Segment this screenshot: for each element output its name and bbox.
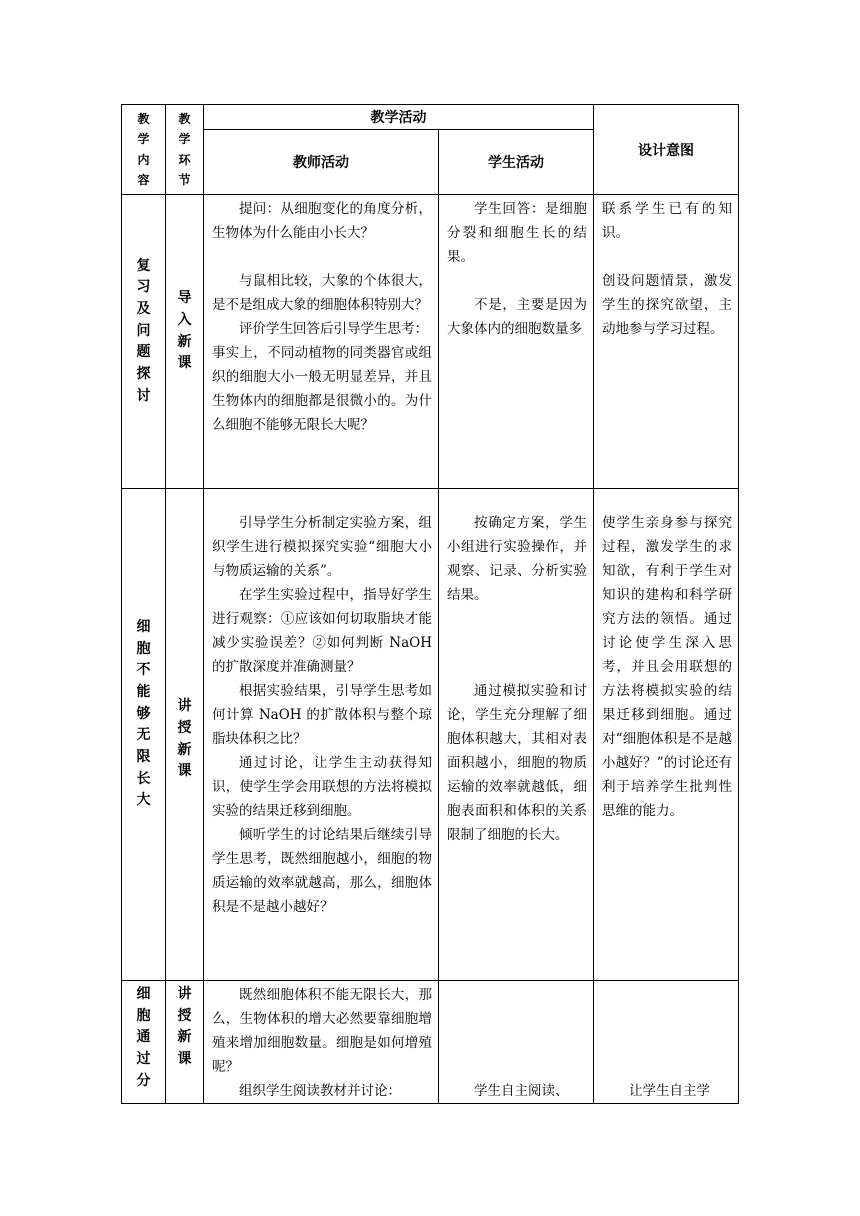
row1-intent-p2: 创设问题情景，激发学生的探究欲望，主动地参与学习过程。 bbox=[602, 273, 732, 337]
row2-intent-cell bbox=[594, 489, 739, 981]
row1-stage: 导入新课 bbox=[177, 290, 192, 372]
row3-stage: 讲授新课 bbox=[177, 986, 192, 1068]
header-teacher: 教师活动 bbox=[204, 130, 439, 195]
row1-student-p2: 不是，主要是因为大象体内的细胞数量多 bbox=[447, 297, 587, 337]
header-student: 学生活动 bbox=[439, 130, 594, 195]
row1-teacher-p1: 提问：从细胞变化的角度分析，生物体为什么能由小长大？ bbox=[212, 201, 432, 241]
table-row bbox=[122, 489, 739, 981]
table-row bbox=[122, 195, 739, 489]
row1-teacher-p2: 与鼠相比较，大象的个体很大，是不是组成大象的细胞体积特别大？ bbox=[212, 273, 432, 313]
row3-teacher-cell bbox=[204, 981, 439, 1104]
row3-content: 细胞通过分 bbox=[136, 986, 151, 1089]
row3-intent-cell bbox=[594, 981, 739, 1104]
row2-teacher-cell bbox=[204, 489, 439, 981]
lesson-plan-table bbox=[121, 104, 739, 1104]
row3-teacher-p2: 组织学生阅读教材并讨论： bbox=[239, 1083, 401, 1099]
header-content-cell bbox=[122, 105, 166, 195]
row3-student-p1: 学生自主阅读、 bbox=[474, 1083, 569, 1099]
header-stage-label: 教学环节 bbox=[178, 111, 191, 187]
row2-student-cell bbox=[439, 489, 594, 981]
row2-content: 细胞不能够无限长大 bbox=[136, 618, 151, 809]
row3-stage-cell bbox=[166, 981, 204, 1104]
row3-content-cell bbox=[122, 981, 166, 1104]
row1-stage-cell bbox=[166, 195, 204, 489]
header-intent: 设计意图 bbox=[594, 105, 739, 195]
row1-student-cell bbox=[439, 195, 594, 489]
row3-intent-p1: 让学生自主学 bbox=[629, 1083, 710, 1099]
row2-stage: 讲授新课 bbox=[177, 698, 192, 780]
header-content-label: 教学内容 bbox=[137, 111, 150, 187]
row1-teacher-p4: 事实上，不同动植物的同类器官或组织的细胞大小一般无明显差异，并且生物体内的细胞都是很微小的。为什么细胞不能够无限长大呢？ bbox=[212, 345, 432, 433]
row3-teacher-p1: 既然细胞体积不能无限长大，那么，生物体积的增大必然要靠细胞增殖来增加细胞数量。细胞是如何增殖呢？ bbox=[212, 987, 432, 1075]
row2-intent-p1: 使学生亲身参与探究过程，激发学生的求知欲，有利于学生对知识的建构和科学研究方法的领悟。通过讨论使学生深入思考，并且会用联想的方法将模拟实验的结果迁移到细胞。通过对“细胞体积是不是越小越好？”的讨论还有利于培养学生批判性思维的能力。 bbox=[602, 515, 732, 819]
row1-student-p1: 学生回答：是细胞分裂和细胞生长的结果。 bbox=[447, 201, 587, 265]
row1-teacher-cell bbox=[204, 195, 439, 489]
row2-content-cell bbox=[122, 489, 166, 981]
header-activities: 教学活动 bbox=[204, 105, 594, 130]
row2-student-p1: 按确定方案，学生小组进行实验操作，并观察、记录、分析实验结果。 bbox=[447, 515, 587, 603]
row2-student-p2: 通过模拟实验和讨论，学生充分理解了细胞体积越大，其相对表面积越小，细胞的物质运输的效率就越低，细胞表面积和体积的关系限制了细胞的长大。 bbox=[447, 683, 587, 843]
row1-content: 复习及问题探讨 bbox=[136, 257, 151, 404]
row3-student-cell bbox=[439, 981, 594, 1104]
row1-intent-cell bbox=[594, 195, 739, 489]
row2-stage-cell bbox=[166, 489, 204, 981]
row2-teacher-p1: 引导学生分析制定实验方案，组织学生进行模拟探究实验“细胞大小与物质运输的关系”。 bbox=[212, 515, 432, 579]
header-stage-cell bbox=[166, 105, 204, 195]
row2-teacher-p5: 倾听学生的讨论结果后继续引导学生思考，既然细胞越小，细胞的物质运输的效率就越高，那么，细胞体积是不是越小越好？ bbox=[212, 827, 432, 915]
row1-intent-p1: 联系学生已有的知识。 bbox=[602, 201, 732, 241]
table-row bbox=[122, 981, 739, 1104]
row1-teacher-p3: 评价学生回答后引导学生思考： bbox=[239, 321, 428, 337]
row2-teacher-p4: 通过讨论，让学生主动获得知识，使学生学会用联想的方法将模拟实验的结果迁移到细胞。 bbox=[212, 755, 432, 819]
row1-content-cell bbox=[122, 195, 166, 489]
row2-teacher-p2: 在学生实验过程中，指导好学生进行观察：①应该如何切取脂块才能减少实验误差？②如何判断 NaOH 的扩散深度并准确测量？ bbox=[212, 587, 432, 675]
row2-teacher-p3: 根据实验结果，引导学生思考如何计算 NaOH 的扩散体积与整个琼脂块体积之比？ bbox=[212, 683, 432, 747]
